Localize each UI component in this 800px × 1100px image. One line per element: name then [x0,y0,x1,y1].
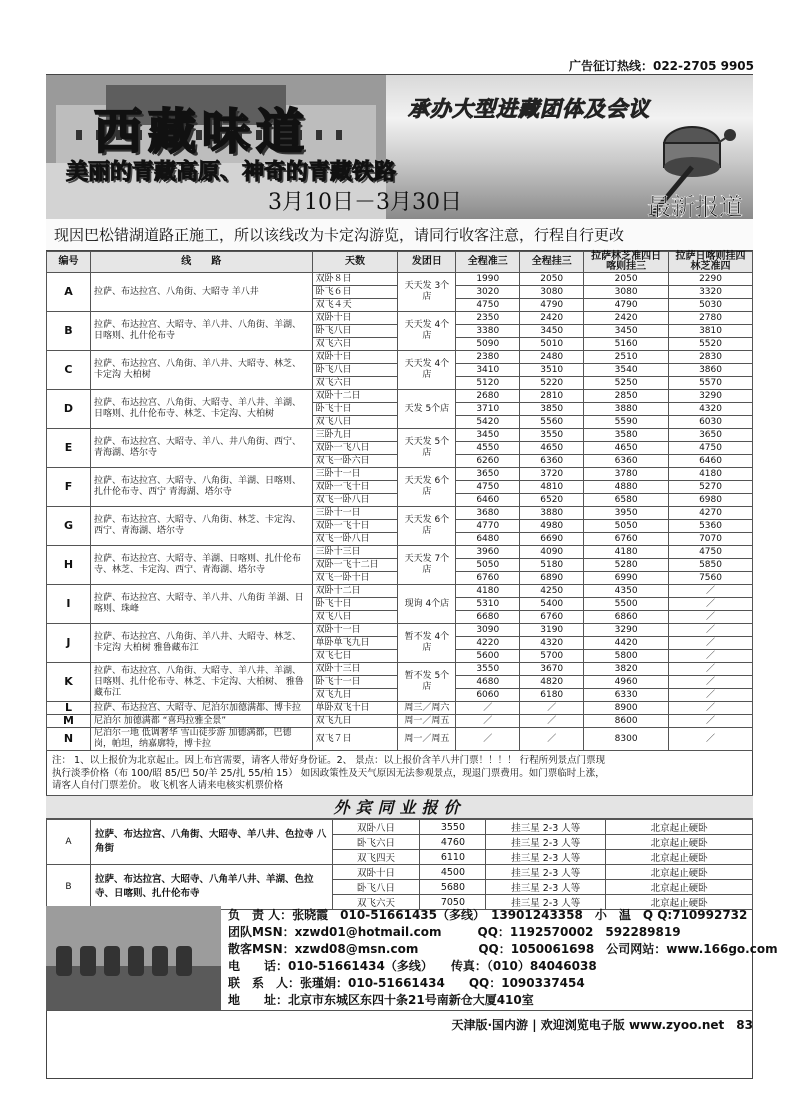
contact-individual-msn: 散客MSN：xzwd08@msn.com QQ：1050061698 公司网站：www.166go.com [228,942,778,956]
banner-title: 西藏味道 [94,104,311,160]
route-price: 6890 [520,572,584,585]
route-days: 双卧十二日 [312,585,398,598]
route-price: ／ [669,650,753,663]
route-price: 6330 [584,689,669,702]
route-departure: 天天发 5个店 [398,429,456,468]
route-price: 2850 [584,390,669,403]
route-price: 5570 [669,377,753,390]
route-description: 拉萨、布达拉宫、八角街、羊八井、大昭寺、林芝、卡定沟 大柏树 雅鲁藏布江 [90,624,312,663]
route-price: 5560 [520,416,584,429]
intl-price-title: 外宾同业报价 [46,795,753,819]
route-price: 2510 [584,351,669,364]
route-days: 三卧九日 [312,429,398,442]
route-departure: 现询 4个店 [398,585,456,624]
route-price: 6360 [584,455,669,468]
route-days: 三卧十一日 [312,468,398,481]
route-days: 单卧单飞九日 [312,637,398,650]
route-code: C [47,351,91,390]
intl-cell: 北京起止硬卧 [606,880,753,895]
intl-cell: 挂三星 2-3 人等 [486,865,606,880]
table-row [47,865,753,880]
route-price: ／ [456,728,520,751]
route-price: 3710 [456,403,520,416]
route-price: 3960 [456,546,520,559]
banner-date: 3月10日－3月30日 [268,190,462,215]
route-description: 拉萨、布达拉宫、大昭寺、八角街、林芝、卡定沟、西宁、青海湖、塔尔寺 [90,507,312,546]
table-row [47,468,753,481]
intl-cell: 双卧八日 [332,820,420,835]
route-price: 5120 [456,377,520,390]
route-price: 5360 [669,520,753,533]
route-price: 7560 [669,572,753,585]
footer-text: 天津版·国内游 | 欢迎浏览电子版 www.zyoo.net 83 [451,1018,753,1032]
route-price: ／ [669,611,753,624]
route-price: 5500 [584,598,669,611]
route-price: ／ [669,715,753,728]
route-price: 4980 [520,520,584,533]
route-days: 单卧双飞十日 [312,702,398,715]
route-departure: 暂不发 5个店 [398,663,456,702]
route-price: 3820 [584,663,669,676]
route-price: 5590 [584,416,669,429]
route-price: 3810 [669,325,753,338]
route-days: 卧飞十日 [312,403,398,416]
route-price: 2480 [520,351,584,364]
route-price: 5030 [669,299,753,312]
route-price: 3650 [456,468,520,481]
route-price: 3080 [584,286,669,299]
intl-cell: 挂三星 2-3 人等 [486,835,606,850]
route-price: 3320 [669,286,753,299]
route-days: 双飞一卧八日 [312,533,398,546]
route-price: 8300 [584,728,669,751]
route-days: 双飞九日 [312,715,398,728]
route-price: 4880 [584,481,669,494]
route-price: 5400 [520,598,584,611]
intl-cell: 挂三星 2-3 人等 [486,850,606,865]
route-price: 2050 [584,273,669,286]
route-price: 6990 [584,572,669,585]
intl-price-table [46,819,753,910]
route-price: 4750 [669,546,753,559]
intl-cell: 6110 [420,850,486,865]
route-code: G [47,507,91,546]
intl-cell: 北京起止硬卧 [606,865,753,880]
route-departure: 周三／周六 [398,702,456,715]
route-price: 6480 [456,533,520,546]
route-price: 3020 [456,286,520,299]
route-days: 双卧十二日 [312,390,398,403]
route-price: ／ [669,676,753,689]
banner [46,75,753,219]
banner-news-tag: 最新报道 [647,193,743,219]
route-description: 尼泊尔一地 低调奢华 雪山徒步游 加德满都，巴德岗，帕坦，纳嘉廓特，博卡拉 [90,728,312,751]
route-departure: 周一／周五 [398,728,456,751]
intl-cell: 挂三星 2-3 人等 [486,895,606,910]
route-price: 5280 [584,559,669,572]
route-price: ／ [669,689,753,702]
route-days: 三卧十一日 [312,507,398,520]
table-header-cell: 全程准三 [456,252,520,273]
route-price: 6760 [584,533,669,546]
route-price: 6180 [520,689,584,702]
route-days: 双卧一飞十日 [312,481,398,494]
intl-cell: 北京起止硬卧 [606,820,753,835]
route-price: 6360 [520,455,584,468]
route-price: 6030 [669,416,753,429]
route-price: 3680 [456,507,520,520]
route-notice: 现因巴松错湖道路正施工，所以该线改为卡定沟游览，请同行收客注意，行程自行更改 [46,219,753,251]
route-price: 3290 [584,624,669,637]
route-price: 3650 [669,429,753,442]
route-price: 7070 [669,533,753,546]
route-days: 卧飞十日 [312,598,398,611]
route-days: 卧飞八日 [312,364,398,377]
route-days: 双飞一卧十日 [312,572,398,585]
route-price: 5800 [584,650,669,663]
route-code: I [47,585,91,624]
route-days: 双飞六日 [312,338,398,351]
route-price: 4180 [669,468,753,481]
route-price: 2780 [669,312,753,325]
route-price: 5250 [584,377,669,390]
table-header-cell: 天数 [312,252,398,273]
intl-route-code: A [47,820,91,865]
route-price: 2810 [520,390,584,403]
contact-person: 联 系 人：张瑾娟：010-51661434 QQ：1090337454 [228,976,585,990]
route-price: 5160 [584,338,669,351]
table-header-cell: 线 路 [90,252,312,273]
route-code: E [47,429,91,468]
route-description: 拉萨、布达拉宫、大昭寺、羊八井、八角街 羊湖、日喀则、珠峰 [90,585,312,624]
note-line: 执行淡季价格（布 100/昭 85/巴 50/羊 25/扎 55/柏 15） 如因政策性及天气原因无法参观景点，现退门票费用。如门票临时上涨， [52,767,605,779]
price-notes [46,753,753,795]
route-description: 拉萨、布达拉宫、八角街、大昭寺、羊八井、羊湖、日喀则、扎什伦布寺、林芝、卡定沟、大柏树、 雅鲁藏布江 [90,663,312,702]
table-header-cell: 发团日 [398,252,456,273]
route-price: 3290 [669,390,753,403]
intl-cell: 双飞六天 [332,895,420,910]
intl-cell: 4760 [420,835,486,850]
route-days: 双卧十一日 [312,624,398,637]
table-row [47,429,753,442]
route-price: 2380 [456,351,520,364]
route-price: 2050 [520,273,584,286]
table-row [47,312,753,325]
route-days: 卧飞６日 [312,286,398,299]
contact-phone: 电 话：010-51661434（多线） 传真：（010）84046038 [228,959,597,973]
intl-cell: 5680 [420,880,486,895]
contact-block [46,906,778,1010]
route-price: 3380 [456,325,520,338]
route-price: ／ [520,702,584,715]
route-price: 4090 [520,546,584,559]
route-price: 4220 [456,637,520,650]
table-header-cell: 拉萨日喀则挂四林芝准四 [669,252,753,273]
route-price: 6860 [584,611,669,624]
route-price: ／ [669,585,753,598]
route-price: 5420 [456,416,520,429]
route-departure: 天天发 7个店 [398,546,456,585]
route-days: 双飞七日 [312,650,398,663]
route-price: 4790 [520,299,584,312]
route-price: 4810 [520,481,584,494]
route-description: 拉萨、布达拉宫、大昭寺、尼泊尔加德满都、博卡拉 [90,702,312,715]
route-price: 3580 [584,429,669,442]
banner-slogan: 承办大型进藏团体及会议 [408,96,650,121]
route-price: 4550 [456,442,520,455]
route-code: M [47,715,91,728]
route-price: 6760 [456,572,520,585]
route-price: 6520 [520,494,584,507]
ad-hotline: 广告征订热线：022-2705 9905 [568,59,754,73]
route-price: 4650 [520,442,584,455]
intl-cell: 双飞四天 [332,850,420,865]
route-days: 双卧十三日 [312,663,398,676]
route-price: 6760 [520,611,584,624]
route-price: 4420 [584,637,669,650]
intl-cell: 3550 [420,820,486,835]
route-price: 6460 [456,494,520,507]
route-price: 6060 [456,689,520,702]
route-days: 双卧十日 [312,312,398,325]
route-price: 6580 [584,494,669,507]
intl-cell: 北京起止硬卧 [606,835,753,850]
route-price: 6980 [669,494,753,507]
route-price: ／ [669,598,753,611]
route-departure: 天天发 6个店 [398,507,456,546]
route-description: 拉萨、布达拉宫、大昭寺、八角街、羊湖、日喀则、扎什伦布寺、西宁 青海湖、塔尔寺 [90,468,312,507]
route-price: 4680 [456,676,520,689]
route-price: 4790 [584,299,669,312]
route-description: 拉萨、布达拉宫、大昭寺、羊八井、八角街、羊湖、日喀则、扎什伦布寺 [90,312,312,351]
route-price: 5010 [520,338,584,351]
route-days: 双飞八日 [312,611,398,624]
route-code: B [47,312,91,351]
route-price: 2350 [456,312,520,325]
table-header-cell: 编号 [47,252,91,273]
route-price: 3550 [456,663,520,676]
route-price: ／ [520,728,584,751]
route-days: 双卧８日 [312,273,398,286]
contact-team-msn: 团队MSN：xzwd01@hotmail.com QQ：1192570002 592289819 [228,925,681,939]
route-days: 双飞一卧八日 [312,494,398,507]
route-price: 2830 [669,351,753,364]
route-price: 3540 [584,364,669,377]
route-price: ／ [456,715,520,728]
intl-cell: 7050 [420,895,486,910]
route-price: 5090 [456,338,520,351]
table-row [47,546,753,559]
route-days: 卧飞八日 [312,325,398,338]
route-price: 3670 [520,663,584,676]
route-price: 5600 [456,650,520,663]
route-price: 8600 [584,715,669,728]
route-price: 5700 [520,650,584,663]
route-departure: 天天发 6个店 [398,468,456,507]
intl-cell: 挂三星 2-3 人等 [486,880,606,895]
route-price: 3880 [520,507,584,520]
route-description: 拉萨、布达拉宫、八角街、大昭寺、羊八井、羊湖、日喀则、扎什伦布寺、林芝、卡定沟、大柏树 [90,390,312,429]
route-price: 4320 [520,637,584,650]
table-header-cell: 拉萨林芝准四日喀则挂三 [584,252,669,273]
route-price: 4180 [456,585,520,598]
route-price: 3950 [584,507,669,520]
route-price: 5270 [669,481,753,494]
route-price: 4750 [669,442,753,455]
route-code: A [47,273,91,312]
route-price: 4820 [520,676,584,689]
route-price: 5050 [584,520,669,533]
route-price: 2680 [456,390,520,403]
route-price: ／ [456,702,520,715]
table-header-cell: 全程挂三 [520,252,584,273]
table-header-row [47,252,753,273]
table-row [47,273,753,286]
route-price: 5520 [669,338,753,351]
intl-cell: 双卧十日 [332,865,420,880]
note-line: 请客人自付门票差价。 收飞机客人请来电核实机票价格 [52,780,284,791]
route-price: 4750 [456,299,520,312]
route-price: 4350 [584,585,669,598]
route-price: 8900 [584,702,669,715]
route-price: 4250 [520,585,584,598]
route-price: 4650 [584,442,669,455]
table-row [47,663,753,676]
route-code: D [47,390,91,429]
route-price: 5850 [669,559,753,572]
route-days: 双飞九日 [312,689,398,702]
route-price: 5310 [456,598,520,611]
route-price: 3780 [584,468,669,481]
route-price: 6260 [456,455,520,468]
route-price: 5220 [520,377,584,390]
intl-cell: 挂三星 2-3 人等 [486,820,606,835]
route-days: 双卧十日 [312,351,398,364]
table-row [47,507,753,520]
table-row [47,351,753,364]
route-days: 双飞八日 [312,416,398,429]
route-price: 3410 [456,364,520,377]
route-description: 尼泊尔 加德满都 “喜玛拉雅全景” [90,715,312,728]
route-description: 拉萨、布达拉宫、大昭寺、羊八、井八角街、西宁、青海湖、塔尔寺 [90,429,312,468]
contact-address: 地 址：北京市东城区东四十条21号南新仓大厦410室 [228,993,534,1007]
route-price: 4770 [456,520,520,533]
route-price: 3720 [520,468,584,481]
route-description: 拉萨、布达拉宫、八角街、羊八井、大昭寺、林芝、卡定沟 大柏树 [90,351,312,390]
route-departure: 周一／周五 [398,715,456,728]
route-days: 卧飞十一日 [312,676,398,689]
route-price: 4320 [669,403,753,416]
route-price: 6680 [456,611,520,624]
table-row [47,702,753,715]
table-row [47,585,753,598]
table-row [47,624,753,637]
route-days: 双飞４天 [312,299,398,312]
route-code: L [47,702,91,715]
route-price: 6690 [520,533,584,546]
route-price: 1990 [456,273,520,286]
note-line: 注： 1、以上报价为北京起止。因上布宫需要，请客人带好身份证。2、 景点：以上报价含羊八井门票！！！！ 行程所列景点门票现 [52,755,606,766]
route-price: ／ [669,637,753,650]
route-departure: 天天发 4个店 [398,312,456,351]
route-price: 4270 [669,507,753,520]
route-code: J [47,624,91,663]
route-price: 2290 [669,273,753,286]
table-row [47,715,753,728]
route-departure: 天发 5个店 [398,390,456,429]
intl-route-description: 拉萨、布达拉宫、大昭寺、八角羊八井、羊湖、色拉寺、日喀则、扎什伦布寺 [90,865,332,910]
route-code: H [47,546,91,585]
route-price: 5050 [456,559,520,572]
route-price: ／ [669,624,753,637]
route-price: ／ [669,702,753,715]
intl-route-description: 拉萨、布达拉宫、八角街、大昭寺、羊八井、色拉寺 八角街 [90,820,332,865]
table-row [47,390,753,403]
route-code: K [47,663,91,702]
route-days: 双卧一飞十二日 [312,559,398,572]
route-price: 4750 [456,481,520,494]
route-price: 5180 [520,559,584,572]
route-days: 双卧一飞八日 [312,442,398,455]
route-price-table [46,251,753,751]
route-price: 3510 [520,364,584,377]
route-price: 3850 [520,403,584,416]
prayer-wheels-photo [46,906,221,1010]
route-days: 双飞六日 [312,377,398,390]
route-description: 拉萨、布达拉宫、八角街、大昭寺 羊八井 [90,273,312,312]
intl-route-code: B [47,865,91,910]
route-code: N [47,728,91,751]
intl-cell: 卧飞八日 [332,880,420,895]
route-code: F [47,468,91,507]
route-days: 三卧十三日 [312,546,398,559]
route-price: 2420 [584,312,669,325]
contact-manager: 负 责 人：张晓霞 010-51661435（多线） 13901243358 小 温 Q Q:710992732 [228,908,748,922]
route-price: 3550 [520,429,584,442]
route-days: 双卧一飞十日 [312,520,398,533]
route-price: ／ [520,715,584,728]
intl-cell: 4500 [420,865,486,880]
route-price: 3090 [456,624,520,637]
route-price: 3450 [456,429,520,442]
route-days: 双飞７日 [312,728,398,751]
route-price: 3190 [520,624,584,637]
intl-cell: 卧飞六日 [332,835,420,850]
route-price: 6460 [669,455,753,468]
banner-subtitle: 美丽的青藏高原、神奇的青藏铁路 [66,160,397,185]
route-price: ／ [669,728,753,751]
route-price: 3080 [520,286,584,299]
route-price: 3860 [669,364,753,377]
route-price: ／ [669,663,753,676]
route-price: 3880 [584,403,669,416]
route-price: 4960 [584,676,669,689]
route-days: 双飞一卧六日 [312,455,398,468]
route-description: 拉萨、布达拉宫、大昭寺、羊湖、日喀则、扎什伦布寺、林芝、卡定沟、西宁、青海湖、塔尔寺 [90,546,312,585]
route-price: 3450 [584,325,669,338]
route-price: 3450 [520,325,584,338]
intl-cell: 北京起止硬卧 [606,895,753,910]
route-departure: 暂不发 4个店 [398,624,456,663]
intl-cell: 北京起止硬卧 [606,850,753,865]
route-price: 4180 [584,546,669,559]
table-row [47,820,753,835]
route-departure: 天天发 4个店 [398,351,456,390]
table-row [47,728,753,751]
route-price: 2420 [520,312,584,325]
route-departure: 天天发 3个店 [398,273,456,312]
